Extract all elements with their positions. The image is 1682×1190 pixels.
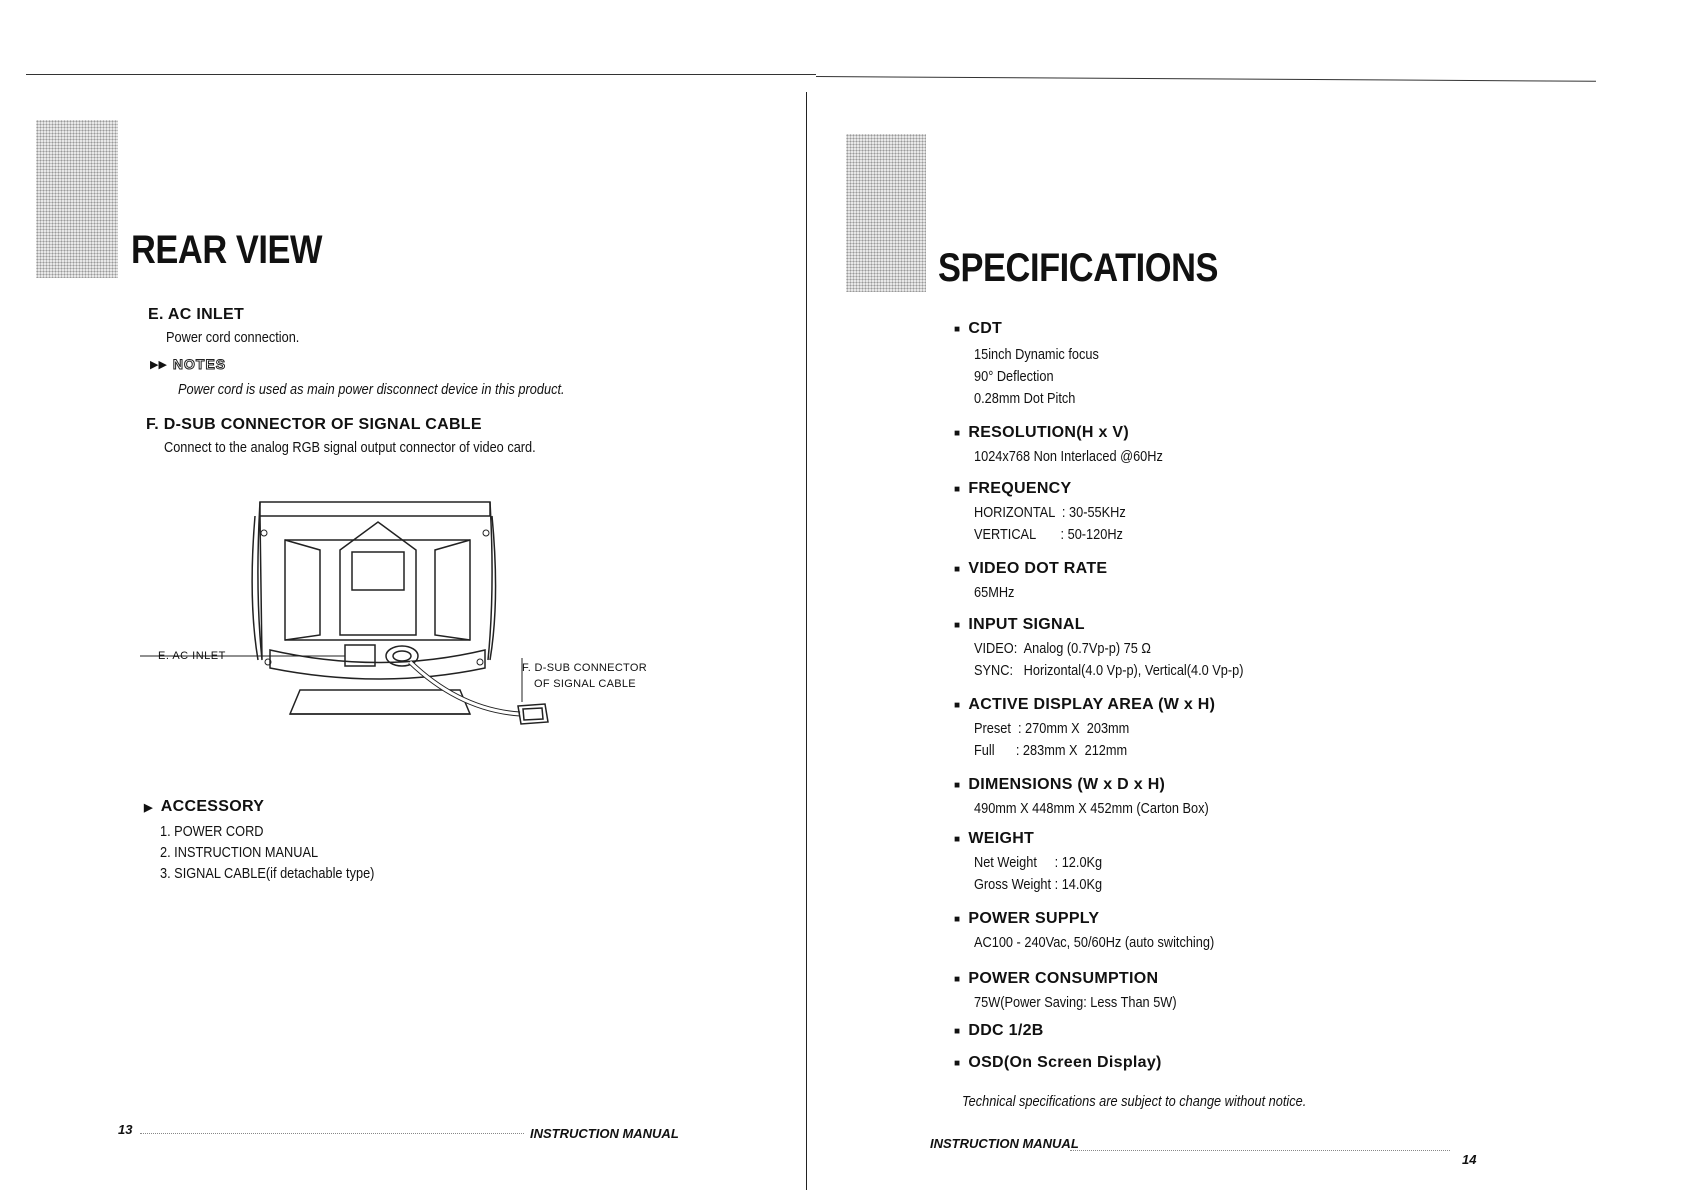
- spec-resolution: [954, 424, 1189, 468]
- spec-heading: DIMENSIONS (W x D x H): [968, 776, 1166, 793]
- arrow-icon: ▶: [144, 801, 153, 814]
- bullet-icon: ■: [954, 323, 961, 335]
- spec-heading: OSD(On Screen Display): [968, 1054, 1162, 1071]
- spec-line: 65MHz: [974, 585, 1015, 601]
- top-rule-right: [816, 76, 1596, 82]
- footer-label-right: INSTRUCTION MANUAL: [930, 1136, 1079, 1151]
- spec-line: Gross Weight : 14.0Kg: [974, 877, 1103, 893]
- bullet-icon: ■: [954, 833, 961, 845]
- title-shade-block: [36, 120, 118, 278]
- accessory-list: [160, 822, 374, 885]
- diagram-label-dsub-line1: F. D-SUB CONNECTOR: [522, 662, 647, 674]
- bullet-icon: ■: [954, 779, 961, 791]
- page-number-right: 14: [1462, 1152, 1477, 1167]
- spec-line: 75W(Power Saving: Less Than 5W): [974, 995, 1177, 1011]
- bullet-icon: ■: [954, 699, 961, 711]
- spec-heading: ACTIVE DISPLAY AREA (W x H): [968, 696, 1216, 713]
- footer-label-left: INSTRUCTION MANUAL: [530, 1126, 679, 1141]
- bullet-icon: ■: [954, 427, 961, 439]
- spec-video-dot-rate: [954, 560, 1107, 604]
- spec-heading: VIDEO DOT RATE: [968, 560, 1108, 577]
- spec-heading: INPUT SIGNAL: [968, 616, 1085, 633]
- spec-line: Full : 283mm X 212mm: [974, 743, 1128, 759]
- dsub-heading: F. D-SUB CONNECTOR OF SIGNAL CABLE: [146, 416, 482, 433]
- spec-heading: CDT: [968, 320, 1003, 337]
- notes-text: Power cord is used as main power disconnect device in this product.: [178, 382, 565, 398]
- spec-heading: FREQUENCY: [968, 480, 1072, 497]
- double-arrow-icon: ▶▶: [150, 358, 167, 371]
- spec-notice: Technical specifications are subject to change without notice.: [962, 1094, 1307, 1110]
- spec-input-signal: [954, 616, 1280, 682]
- page-number-left: 13: [118, 1122, 133, 1137]
- accessory-heading-row: [144, 798, 264, 816]
- footer-dots-left: [140, 1133, 524, 1134]
- list-item: 3. SIGNAL CABLE(if detachable type): [160, 866, 375, 882]
- spec-heading: POWER CONSUMPTION: [968, 970, 1159, 987]
- spec-line: Preset : 270mm X 203mm: [974, 721, 1130, 737]
- spec-line: Net Weight : 12.0Kg: [974, 855, 1103, 871]
- spec-line: 1024x768 Non Interlaced @60Hz: [974, 449, 1163, 465]
- spec-power-supply: [954, 910, 1247, 954]
- top-rule-left: [26, 74, 816, 75]
- bullet-icon: ■: [954, 1057, 961, 1069]
- dsub-desc: Connect to the analog RGB signal output connector of video card.: [164, 440, 536, 456]
- monitor-rear-diagram: [140, 490, 660, 750]
- spec-active-display-area: [954, 696, 1215, 762]
- list-item: 2. INSTRUCTION MANUAL: [160, 845, 319, 861]
- spec-line: 490mm X 448mm X 452mm (Carton Box): [974, 801, 1209, 817]
- diagram-label-dsub-line2: OF SIGNAL CABLE: [534, 678, 636, 690]
- spec-line: AC100 - 240Vac, 50/60Hz (auto switching): [974, 935, 1215, 951]
- accessory-heading: ACCESSORY: [160, 798, 265, 815]
- spec-cdt: [954, 320, 1116, 410]
- spec-line: 90° Deflection: [974, 369, 1054, 385]
- title-shade-block-right: [846, 134, 926, 292]
- ac-inlet-heading: E. AC INLET: [148, 306, 245, 323]
- bullet-icon: ■: [954, 973, 961, 985]
- spec-weight: [954, 830, 1120, 896]
- spec-frequency: [954, 480, 1146, 546]
- notes-label: NOTES: [172, 356, 227, 372]
- spec-line: 0.28mm Dot Pitch: [974, 391, 1076, 407]
- bullet-icon: ■: [954, 619, 961, 631]
- spec-line: VERTICAL : 50-120Hz: [974, 527, 1123, 543]
- spec-heading: RESOLUTION(H x V): [968, 424, 1130, 441]
- spec-line: SYNC: Horizontal(4.0 Vp-p), Vertical(4.0 Vp-p): [974, 663, 1244, 679]
- spec-line: HORIZONTAL : 30-55KHz: [974, 505, 1126, 521]
- page-title-specifications: SPECIFICATIONS: [938, 246, 1219, 290]
- page-spine: [806, 92, 807, 1190]
- bullet-icon: ■: [954, 483, 961, 495]
- diagram-label-ac-inlet: E. AC INLET: [158, 650, 226, 662]
- spec-heading: POWER SUPPLY: [968, 910, 1100, 927]
- spec-heading: DDC 1/2B: [968, 1022, 1044, 1039]
- spec-power-consumption: [954, 970, 1204, 1014]
- bullet-icon: ■: [954, 1025, 961, 1037]
- notes-label-row: [150, 356, 226, 372]
- spec-osd: [954, 1054, 1162, 1072]
- spec-line: VIDEO: Analog (0.7Vp-p) 75 Ω: [974, 641, 1151, 657]
- bullet-icon: ■: [954, 563, 961, 575]
- spec-dimensions: [954, 776, 1241, 820]
- bullet-icon: ■: [954, 913, 961, 925]
- list-item: 1. POWER CORD: [160, 824, 264, 840]
- page-title-rear-view: REAR VIEW: [131, 228, 323, 272]
- spec-ddc: [954, 1022, 1044, 1040]
- spec-heading: WEIGHT: [968, 830, 1035, 847]
- spec-line: 15inch Dynamic focus: [974, 347, 1099, 363]
- ac-inlet-desc: Power cord connection.: [166, 330, 300, 346]
- footer-dots-right: [1070, 1150, 1450, 1151]
